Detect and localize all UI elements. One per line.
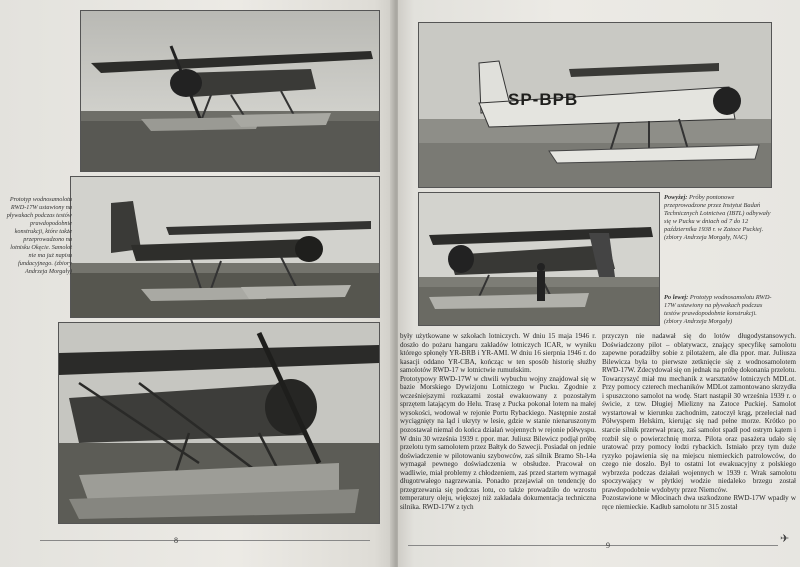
- footer-rule-right: [408, 545, 778, 546]
- caption-above-label: Powyżej:: [664, 194, 688, 201]
- left-page: [0, 0, 394, 567]
- aircraft-registration: SP-BPB: [508, 90, 579, 109]
- caption-left-text: Prototyp wodnosamolotu RWD-17W ustawiony na pływakach podczas testów prawdopodobnie konstrukcji. (zbiory Andrzeja Morgały): [664, 294, 772, 325]
- corner-logo-icon: ✈: [780, 533, 790, 545]
- photo-seaplane-on-grass-2: [70, 176, 380, 318]
- caption-left-label: Po lewej:: [664, 294, 689, 301]
- photo-seaplane-on-grass-1: [80, 10, 380, 172]
- body-text-column-right: przyczyn nie nadawał się do lotów długodystansowych. Doświadczony pilot – oblatywacz, znający specyfikę samolotu zapewne poradziłby sobie z pilotażem, ale dla ppor. mar. Juliusza Bilewicza była to pierwsze zetknięcie się z wodnosamolotem RWD-17W. Zdecydował się on jednak na próbę dokonania przelotu. Towarzyszyć miał mu mechanik z warsztatów lotniczych MDLot. Przy pomocy czterech mechaników MDLot zamontowano skrzydła i spuszczono samolot na wodę. Start nastąpił 30 września 1939 r. o świcie, z tzw. Długiej Mielizny na Zatoce Puckiej. Samolot wystartował w kierunku zachodnim, zatoczył krąg, przeleciał nad Półwyspem Helskim, kierując się nad pełne morze. Krótko po starcie silnik przerwał pracę, zaś samolot spadł pod ostrym kątem i rozbił się o powierzchnię morza. Pilota oraz pasażera udało się uratować przy pomocy łodzi rybackich. Istniało przy tym duże ryzyko pojawienia się na miejscu niemieckich patrolowców, do czego nie doszło. Był to ostatni lot ewakuacyjny z polskiego wybrzeża podczas działań wojennych w 1939 r. Wrak samolotu spoczywający w płytkiej wodzie niedaleko brzegu został prawdopodobnie wydobyty przez Niemców. Pozostawione w Młocinach dwa uszkodzone RWD-17W wpadły w ręce niemieckie. Kadłub samolotu nr 315 został: [602, 332, 796, 511]
- photo-seaplane-closeup: [58, 322, 380, 524]
- page-number-right: 9: [606, 541, 610, 550]
- body-text-column-left: były użytkowane w szkołach lotniczych. W dniu 15 maja 1946 r. doszło do pożaru hangaru zakładów lotniczych ICAR, w wyniku którego spłonęły YR-BRB i YR-AMI. W dniu 16 sierpnia 1946 r. do kasacji oddano YR-CBA, kończąc w ten sposób historię służby samolotów RWD-17 w lotnictwie rumuńskim. Prototypowy RWD-17W w chwili wybuchu wojny znajdował się w bazie Morskiego Dywizjonu Lotniczego w Pucku. Zgodnie z wcześniejszymi rozkazami został ewakuowany z pozostałym sprzętem latającym do Helu. Trasę z Pucka pokonał lotem na małej wysokości, wodował w rejonie Portu Rybackiego. Następnie został wyciągnięty na ląd i ukryty w lesie, gdzie w stanie nienaruszonym pozostawał niemal do końca działań wojennych w rejonie półwyspu. W dniu 30 września 1939 r. ppor. mar. Juliusz Bilewicz podjął próbę przelotu tym samolotem przez Bałtyk do Szwecji. Posiadał on jednie doświadczenie w pilotowaniu szybowców, zaś silnik Bramo Sh-14a wymagał pewnego doświadczenia w obsłudze. Pracował on wadliwie, miał problemy z chłodzeniem, zaś przed startem wymagał długotrwałego nagrzewania. Ponadto przejawiał on tendencję do przegrzewania się podczas lotu, co także prowadziło do wzrostu temperatury oleju, większej niż zakładała dokumentacja techniczna silnika. RWD-17W z tych: [400, 332, 596, 511]
- left-photo-caption: Prototyp wodnosamolotu RWD-17W ustawiony na pływakach podczas testów prawdopodobnie konstrukcji, które także przeprowadzono na lotnisku Okęcie. Samolot nie ma już napisu fundacyjnego. (zbiory Andrzeja Morgały): [6, 196, 72, 275]
- caption-above: [664, 194, 774, 242]
- photo-sp-bpb-on-water: [418, 22, 772, 188]
- right-page: [398, 0, 800, 567]
- caption-left: [664, 294, 774, 326]
- photo-seaplane-with-person: [418, 192, 660, 326]
- caption-above-text: Próby pontonowe przeprowadzone przez Instytut Badań Technicznych Lotnictwa (IBTL) odbywały się w Pucku w dniach od 7 do 12 października 1938 r. w Zatoce Puckiej. (zbiory Andrzeja Morgały, NAC): [664, 194, 771, 241]
- footer-rule-left: [40, 540, 370, 541]
- page-number-left: 8: [174, 536, 178, 545]
